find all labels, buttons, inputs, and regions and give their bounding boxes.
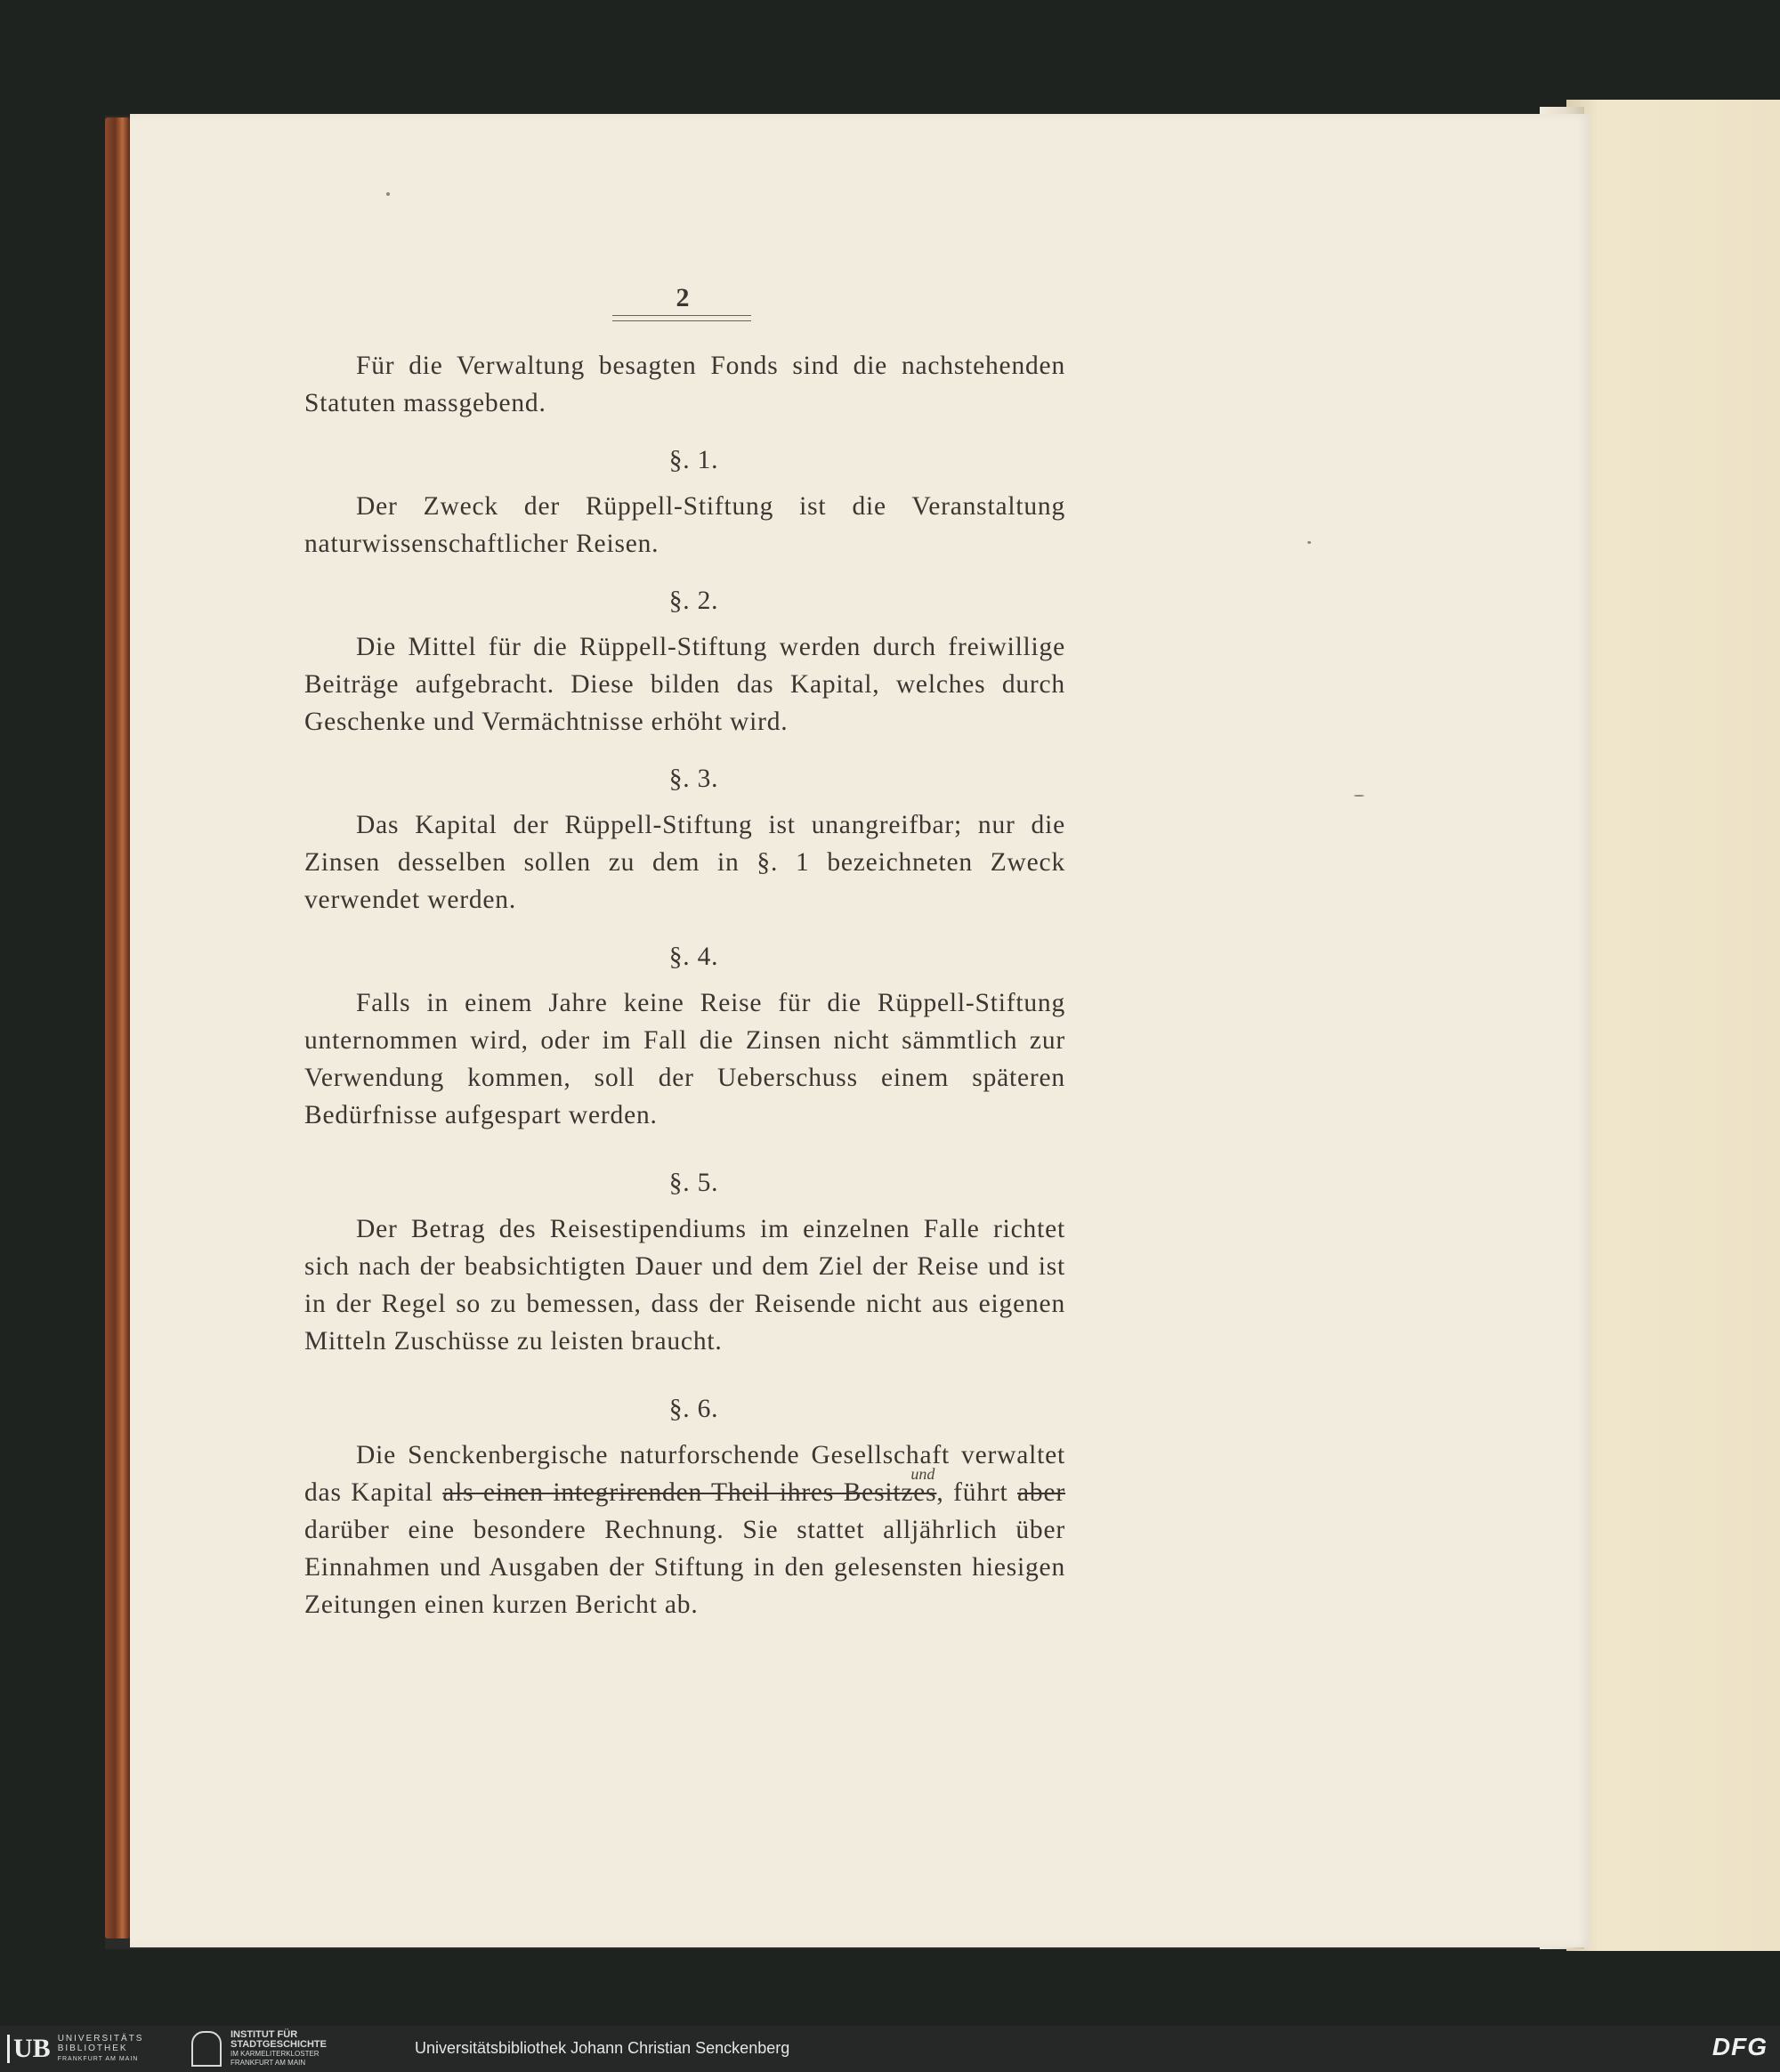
section-heading: §. 6. <box>668 1395 719 1423</box>
section-text: darüber eine besondere Rechnung. Sie stattet alljährlich über Einnahmen und Ausgaben der Stiftung in den gelesensten hiesigen Zeitungen einen kurzen Bericht ab. <box>304 1516 1065 1619</box>
isg-logo-text <box>231 2030 327 2068</box>
struck-text: aber <box>1017 1478 1065 1507</box>
section-text: , führt <box>936 1478 1018 1507</box>
footer-title: Universitätsbibliothek Johann Christian Senckenberg <box>415 2039 790 2057</box>
section-paragraph: Das Kapital der Rüppell-Stiftung ist unangreifbar; nur die Zinsen desselben sollen zu dem in §. 1 bezeichneten Zweck verwendet werden. <box>304 811 1065 914</box>
page-number: 2 <box>676 283 690 312</box>
ub-line: UNIVERSITÄTS <box>57 2034 144 2044</box>
section-text: Die Senckenbergische naturforschende Gesellschaft verwaltet das Kapital <box>304 1441 1065 1507</box>
section-paragraph <box>304 1437 1065 1623</box>
isg-line: STADTGESCHICHTE <box>231 2039 327 2050</box>
struck-text <box>442 1465 937 1507</box>
handwritten-annotation: und <box>910 1465 935 1483</box>
ub-line: FRANKFURT AM MAIN <box>57 2056 139 2062</box>
section-heading: §. 2. <box>668 587 719 615</box>
paper-speck <box>1307 541 1311 544</box>
section-heading: §. 4. <box>668 943 719 971</box>
struck-phrase: als einen integrirenden Theil ihres Besitzes <box>442 1478 937 1507</box>
ub-mark: UB <box>7 2035 51 2063</box>
section-paragraph: Der Betrag des Reisestipendiums im einzelnen Falle richtet sich nach der beabsichtigten Dauer und dem Ziel der Reise und ist in der Regel so zu bemessen, dass der Reisende nicht aus eigenen Mitteln Zuschüsse zu leisten braucht. <box>304 1215 1065 1356</box>
arch-icon <box>191 2031 222 2067</box>
document-body <box>304 276 1065 1623</box>
facing-page-edge <box>1566 100 1780 1951</box>
ub-line: BIBLIOTHEK <box>57 2044 128 2053</box>
isg-line: FRANKFURT AM MAIN <box>231 2059 306 2067</box>
paper-speck <box>386 192 390 196</box>
intro-paragraph: Für die Verwaltung besagten Fonds sind die nachstehenden Statuten massgebend. <box>304 352 1065 417</box>
section-paragraph: Die Mittel für die Rüppell-Stiftung werden durch freiwillige Beiträge aufgebracht. Diese bilden das Kapital, welches durch Geschenke und Vermächtnisse erhöht wird. <box>304 633 1065 736</box>
dfg-logo[interactable]: DFG <box>1711 2033 1768 2060</box>
ub-logo-text <box>58 2034 144 2064</box>
section-paragraph: Falls in einem Jahre keine Reise für die Rüppell-Stiftung unternommen wird, oder im Fall die Zinsen nicht sämmtlich zur Verwendung kommen, soll der Ueberschuss einem späteren Bedürfnisse aufgespart werden. <box>304 989 1065 1129</box>
ub-logo[interactable] <box>7 2031 143 2067</box>
section-heading: §. 1. <box>668 446 719 474</box>
section-heading: §. 3. <box>668 765 719 793</box>
section-paragraph: Der Zweck der Rüppell-Stiftung ist die Veranstaltung naturwissenschaftlicher Reisen. <box>304 492 1065 558</box>
cover-binding-edge <box>105 117 130 1938</box>
footer-bar <box>0 2026 1780 2072</box>
paper-speck <box>1354 795 1364 797</box>
isg-line: INSTITUT FÜR <box>231 2029 298 2040</box>
section-heading: §. 5. <box>668 1169 719 1197</box>
isg-logo[interactable] <box>191 2031 327 2067</box>
isg-line: IM KARMELITERKLOSTER <box>231 2050 320 2058</box>
